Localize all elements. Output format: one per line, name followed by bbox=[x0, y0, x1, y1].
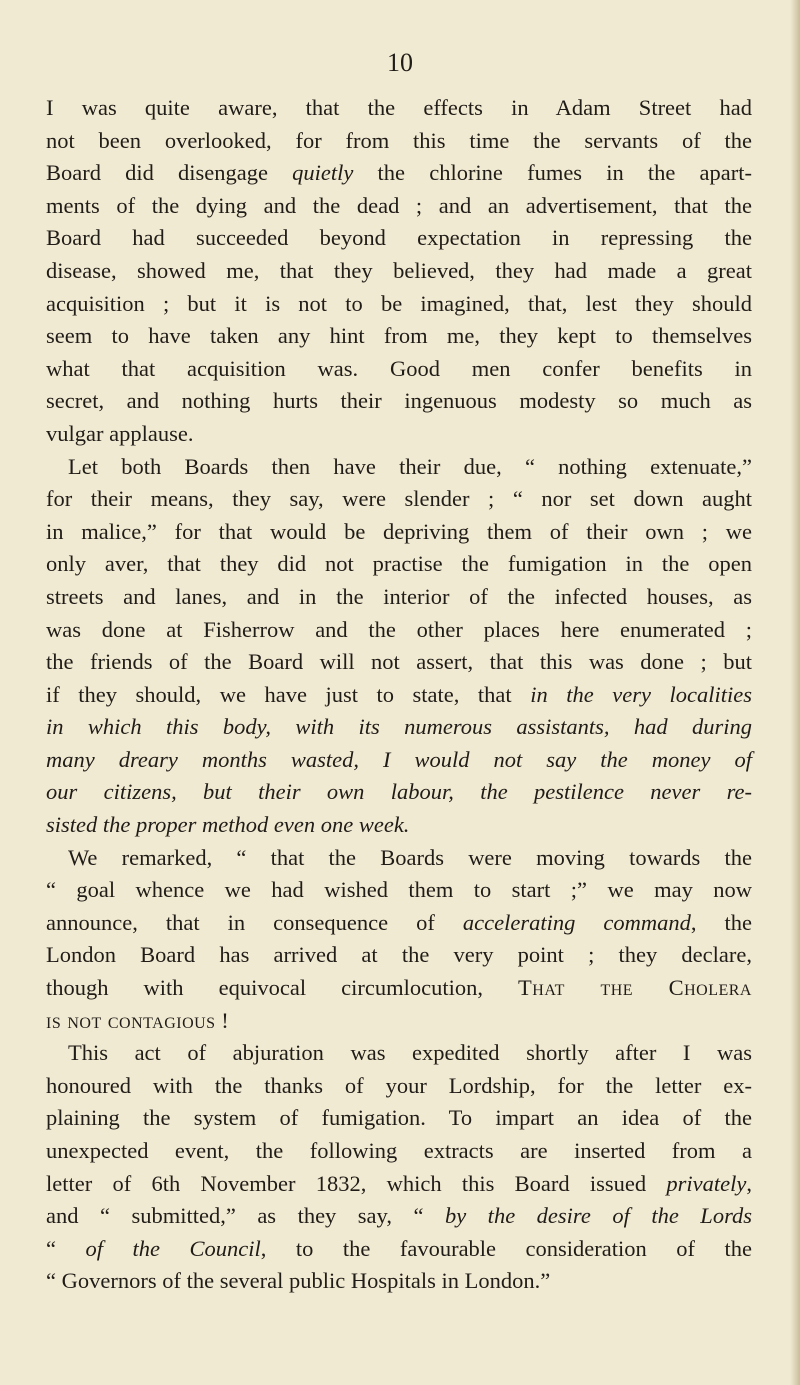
text-segment: though with equivocal circumlocution, bbox=[46, 975, 519, 1001]
text-line bbox=[46, 353, 752, 386]
text-line bbox=[46, 842, 752, 875]
text-line bbox=[46, 1070, 752, 1103]
text-segment: ments of the dying and the dead ; and an advertisement, that the bbox=[46, 192, 752, 218]
text-line bbox=[46, 157, 752, 190]
text-line bbox=[46, 744, 752, 777]
text-segment: if they should, we have just to state, that bbox=[46, 681, 531, 707]
text-line bbox=[46, 874, 752, 907]
text-line bbox=[46, 385, 752, 418]
text-segment: London Board has arrived at the very point ; they declare, bbox=[46, 942, 752, 968]
text-segment: “ bbox=[46, 1235, 86, 1261]
italic-text: of the Council bbox=[85, 1235, 261, 1261]
text-segment: , bbox=[746, 1170, 752, 1196]
text-line bbox=[46, 418, 752, 451]
text-line bbox=[46, 1037, 752, 1070]
text-segment: Board had succeeded beyond expectation in repressing the bbox=[46, 225, 752, 251]
text-segment: secret, and nothing hurts their ingenuous modesty so much as bbox=[46, 388, 752, 414]
text-line bbox=[46, 1005, 752, 1038]
text-line bbox=[46, 92, 752, 125]
italic-text: sisted the proper method even one week. bbox=[46, 812, 410, 838]
text-line bbox=[46, 1200, 752, 1233]
text-line bbox=[46, 288, 752, 321]
text-segment: what that acquisition was. Good men confer benefits in bbox=[46, 355, 752, 381]
text-line bbox=[46, 1233, 752, 1266]
italic-text: our citizens, but their own labour, the pestilence never re- bbox=[46, 779, 752, 805]
text-line bbox=[46, 972, 752, 1005]
text-segment: We remarked, “ that the Boards were moving towards the bbox=[68, 844, 752, 870]
text-line bbox=[46, 939, 752, 972]
text-line bbox=[46, 190, 752, 223]
text-line bbox=[46, 125, 752, 158]
text-segment: disease, showed me, that they believed, they had made a great bbox=[46, 257, 752, 283]
text-line bbox=[46, 548, 752, 581]
italic-text: accelerating command bbox=[462, 909, 691, 935]
text-line bbox=[46, 483, 752, 516]
text-line bbox=[46, 1168, 752, 1201]
small-caps-text: That the Cholera bbox=[518, 975, 752, 1001]
text-segment: only aver, that they did not practise the fumigation in the open bbox=[46, 551, 752, 577]
italic-text: in the very localities bbox=[530, 681, 752, 707]
italic-text: quietly bbox=[292, 160, 354, 186]
text-line bbox=[46, 222, 752, 255]
text-segment: the chlorine fumes in the apart- bbox=[353, 160, 752, 186]
text-segment: “ Governors of the several public Hospitals in London.” bbox=[46, 1268, 551, 1294]
text-segment: This act of abjuration was expedited shortly after I was bbox=[68, 1040, 752, 1066]
text-line bbox=[46, 516, 752, 549]
text-segment: and “ submitted,” as they say, “ bbox=[46, 1203, 445, 1229]
italic-text: many dreary months wasted, I would not say the money of bbox=[46, 746, 752, 772]
text-segment: unexpected event, the following extracts are inserted from a bbox=[46, 1138, 752, 1163]
text-segment: the friends of the Board will not assert, that this was done ; but bbox=[46, 649, 752, 675]
page-number: 10 bbox=[387, 48, 413, 77]
italic-text: by the desire of the Lords bbox=[444, 1203, 752, 1229]
text-segment: seem to have taken any hint from me, they kept to themselves bbox=[46, 323, 752, 349]
italic-text: privately bbox=[666, 1170, 747, 1196]
text-line bbox=[46, 679, 752, 712]
text-segment: , to the favourable consideration of the bbox=[260, 1235, 752, 1261]
text-segment: plaining the system of fumigation. To impart an idea of the bbox=[46, 1105, 752, 1131]
text-segment: was done at Fisherrow and the other places here enumerated ; bbox=[46, 616, 752, 642]
text-line bbox=[46, 1265, 752, 1298]
text-line bbox=[46, 581, 752, 614]
text-line bbox=[46, 1102, 752, 1135]
text-line bbox=[46, 646, 752, 679]
page-edge-shadow bbox=[790, 0, 800, 1385]
text-line bbox=[46, 1135, 752, 1168]
text-line bbox=[46, 614, 752, 647]
text-segment: honoured with the thanks of your Lordship, for the letter ex- bbox=[46, 1072, 752, 1098]
text-line bbox=[46, 776, 752, 809]
text-segment: , the bbox=[690, 909, 752, 935]
text-segment: not been overlooked, for from this time the servants of the bbox=[46, 127, 752, 153]
text-segment: vulgar applause. bbox=[46, 420, 194, 446]
text-segment: I was quite aware, that the effects in Adam Street had bbox=[46, 95, 752, 120]
text-segment: for their means, they say, were slender ; “ nor set down aught bbox=[46, 486, 752, 512]
text-line bbox=[46, 711, 752, 744]
text-line bbox=[46, 907, 752, 940]
text-segment: streets and lanes, and in the interior of the infected houses, as bbox=[46, 583, 752, 609]
text-segment: letter of 6th November 1832, which this Board issued bbox=[46, 1170, 667, 1196]
text-segment: ! bbox=[215, 1007, 229, 1033]
text-line bbox=[46, 451, 752, 484]
body-text bbox=[46, 92, 752, 1298]
text-segment: Board did disengage bbox=[46, 160, 293, 186]
text-line bbox=[46, 320, 752, 353]
text-line bbox=[46, 809, 752, 842]
text-segment: acquisition ; but it is not to be imagined, that, lest they should bbox=[46, 290, 752, 316]
small-caps-text: is not contagious bbox=[46, 1007, 216, 1033]
text-segment: in malice,” for that would be depriving them of their own ; we bbox=[46, 518, 752, 544]
text-segment: “ goal whence we had wished them to start ;” we may now bbox=[46, 877, 752, 903]
text-segment: announce, that in consequence of bbox=[46, 909, 463, 935]
text-line bbox=[46, 255, 752, 288]
italic-text: in which this body, with its numerous assistants, had during bbox=[46, 714, 752, 740]
text-segment: Let both Boards then have their due, “ nothing extenuate,” bbox=[68, 453, 752, 479]
